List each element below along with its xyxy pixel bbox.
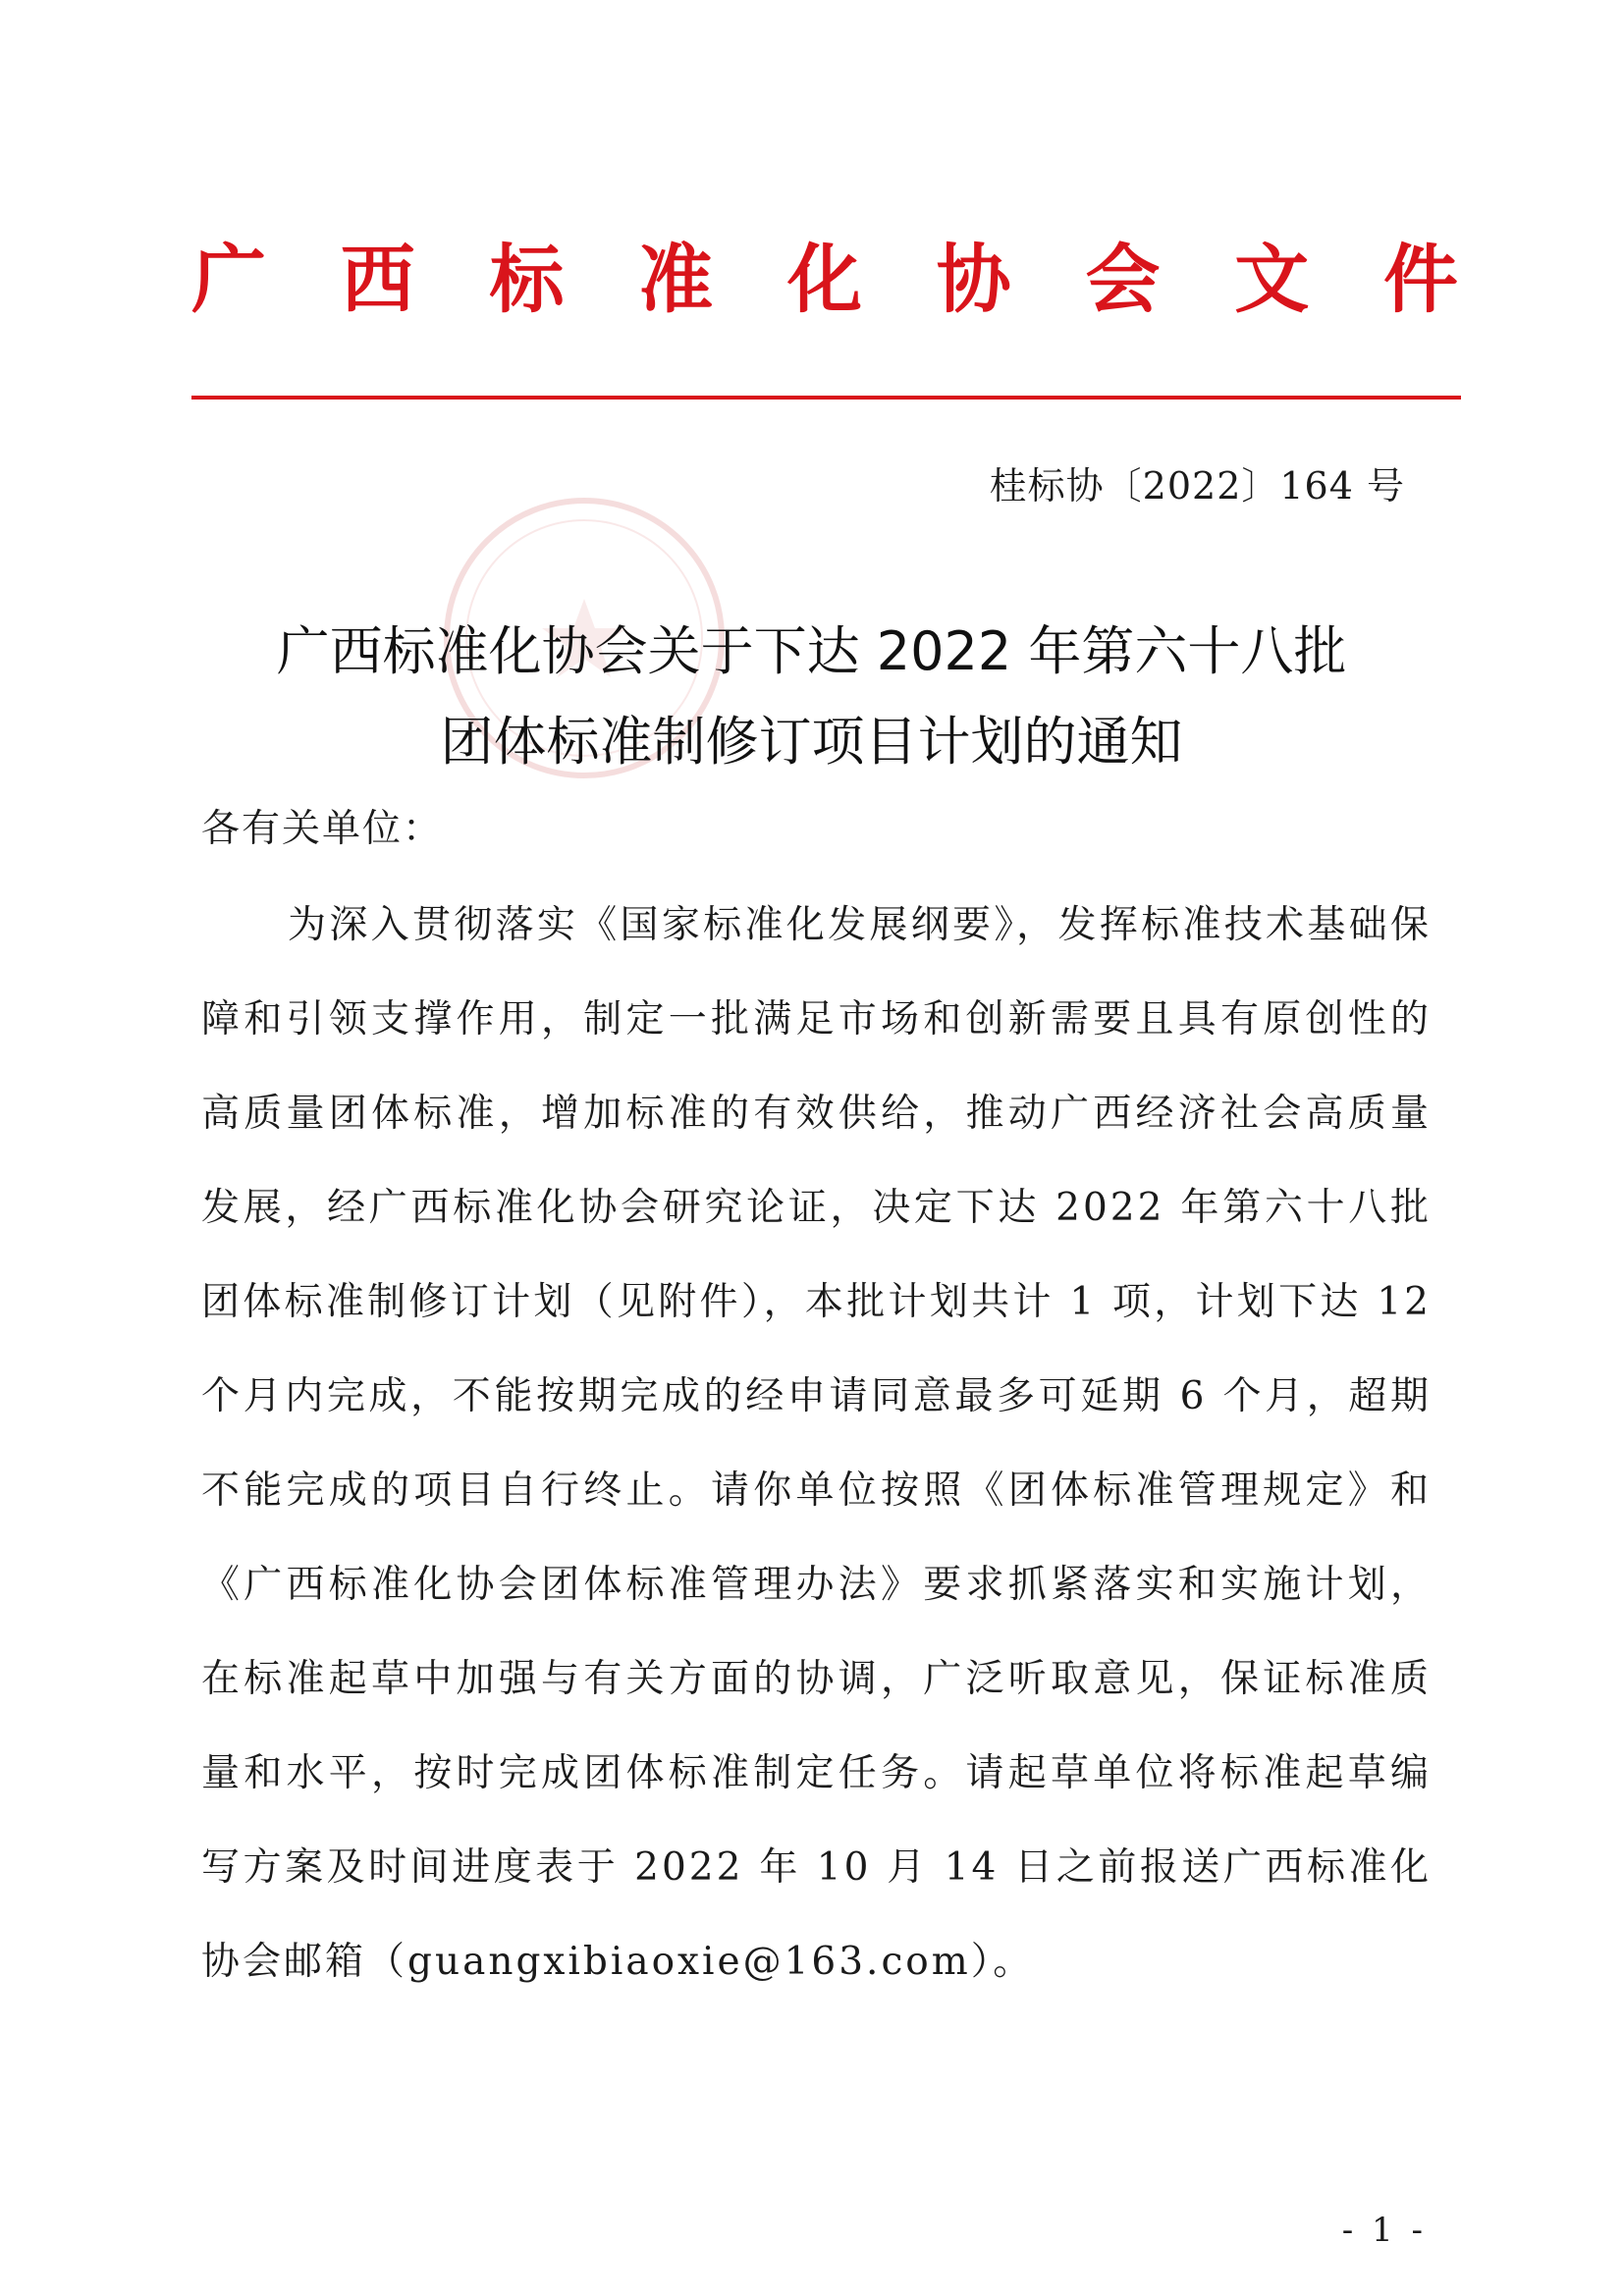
title-line-1: 广西标准化协会关于下达 2022 年第六十八批 xyxy=(276,620,1347,682)
header-char: 西 xyxy=(340,236,415,323)
body-paragraph: 为深入贯彻落实《国家标准化发展纲要》，发挥标准技术基础保障和引领支撑作用，制定一批满足市场和创新需要且具有原创性的高质量团体标准，增加标准的有效供给，推动广西经济社会高质量发展，经广西标准化协会研究论证，决定下达 2022 年第六十八批团体标准制修订计划（见附件），本批计划共计 1 项，计划下达 12 个月内完成，不能按期完成的经申请同意最多可延期 6 个月，超期不能完成的项目自行终止。请你单位按照《团体标准管理规定》和《广西标准化协会团体标准管理办法》要求抓紧落实和实施计划，在标准起草中加强与有关方面的协调，广泛听取意见，保证标准质量和水平，按时完成团体标准制定任务。请起草单位将标准起草编写方案及时间进度表于 2022 年 10 月 14 日之前报送广西标准化协会邮箱（guangxibiaoxie@163.com）。 xyxy=(201,903,1432,1984)
header-char: 会 xyxy=(1085,236,1161,323)
salutation: 各有关单位： xyxy=(201,807,444,851)
header-char: 件 xyxy=(1383,236,1458,323)
title-line-2: 团体标准制修订项目计划的通知 xyxy=(440,711,1183,773)
document-header-title xyxy=(191,236,1458,324)
header-char: 广 xyxy=(191,236,266,323)
header-char: 文 xyxy=(1234,236,1310,323)
document-number: 桂标协〔2022〕164 号 xyxy=(989,464,1405,507)
header-char: 化 xyxy=(787,236,862,323)
red-divider-line xyxy=(191,396,1461,400)
document-title xyxy=(157,607,1466,787)
page-number: - 1 - xyxy=(1341,2211,1427,2250)
header-char: 标 xyxy=(489,236,565,323)
header-char: 准 xyxy=(638,236,714,323)
header-char: 协 xyxy=(936,236,1011,323)
